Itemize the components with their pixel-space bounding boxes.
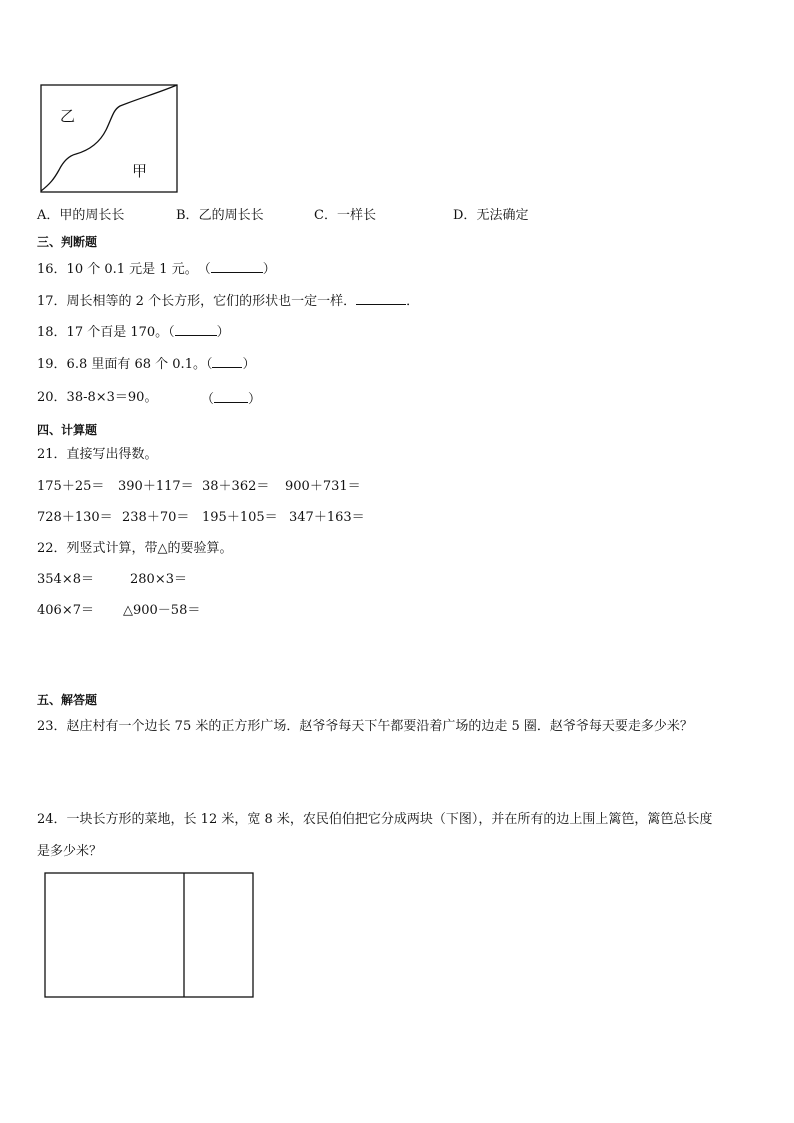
question-24-line2: 是多少米？ [37, 844, 103, 859]
question-16: 16．10 个 0.1 元是 1 元。 （ ） [37, 262, 276, 277]
q21-item: 195＋105＝ [202, 510, 278, 525]
choice-b[interactable]: B．乙的周长长 [176, 208, 264, 223]
field-outer-rectangle [45, 873, 253, 997]
answer-blank-17[interactable] [356, 292, 406, 305]
question-18: 18．17 个百是 170。（ ） [37, 325, 230, 340]
choice-d[interactable]: D．无法确定 [453, 208, 529, 223]
region-label-yi: 乙 [60, 107, 76, 125]
shape-division-figure [40, 84, 180, 194]
region-label-jia: 甲 [132, 162, 148, 180]
question-24-line1: 24．一块长方形的菜地，长 12 米，宽 8 米，农民伯伯把它分成两块（下图），并在所有的边上围上篱笆，篱笆总长度 [37, 812, 713, 827]
answer-blank-20[interactable] [214, 390, 248, 403]
figure-outer-rectangle [41, 85, 177, 192]
question-17-text: 17．周长相等的 2 个长方形，它们的形状也一定一样． [37, 294, 357, 309]
choice-c[interactable]: C．一样长 [314, 208, 376, 223]
answer-blank-18[interactable] [175, 323, 217, 336]
q21-item: 728＋130＝ [37, 510, 113, 525]
question-18-text: 18．17 个百是 170。（ [37, 325, 175, 340]
q21-item: 238＋70＝ [122, 510, 190, 525]
question-19: 19．6.8 里面有 68 个 0.1。（ ） [37, 357, 256, 372]
q21-item: 38＋362＝ [202, 479, 270, 494]
question-20 [37, 390, 157, 406]
q21-item: 390＋117＝ [118, 479, 194, 494]
question-16-text: 16．10 个 0.1 元是 1 元。 （ [37, 262, 211, 277]
q22-item: △900－58＝ [123, 603, 201, 618]
question-17: 17．周长相等的 2 个长方形，它们的形状也一定一样． ． [37, 294, 420, 309]
question-23: 23．赵庄村有一个边长 75 米的正方形广场．赵爷爷每天下午都要沿着广场的边走 5 圈．赵爷爷每天要走多少米？ [37, 719, 693, 734]
section-heading-calculation: 四、计算题 [37, 423, 98, 437]
q22-item: 280×3＝ [130, 572, 187, 587]
choice-a[interactable]: A．甲的周长长 [37, 208, 125, 223]
question-20-text: 20．38-8×3＝90。 [37, 390, 158, 405]
section-heading-word-problems: 五、解答题 [37, 693, 98, 707]
q21-item: 900＋731＝ [285, 479, 361, 494]
question-19-text: 19．6.8 里面有 68 个 0.1。（ [37, 357, 213, 372]
answer-blank-16[interactable] [211, 260, 263, 273]
q22-item: 354×8＝ [37, 572, 94, 587]
section-heading-judgment: 三、判断题 [37, 235, 98, 249]
question-20-answer: （ ） [201, 392, 262, 407]
question-22-prompt: 22．列竖式计算，带△的要验算。 [37, 541, 233, 556]
question-21-prompt: 21．直接写出得数。 [37, 447, 158, 462]
q22-item: 406×7＝ [37, 603, 94, 618]
vegetable-field-figure [44, 872, 256, 1000]
q21-item: 347＋163＝ [289, 510, 365, 525]
answer-blank-19[interactable] [212, 355, 242, 368]
dividing-curve [41, 85, 177, 191]
q21-item: 175＋25＝ [37, 479, 105, 494]
